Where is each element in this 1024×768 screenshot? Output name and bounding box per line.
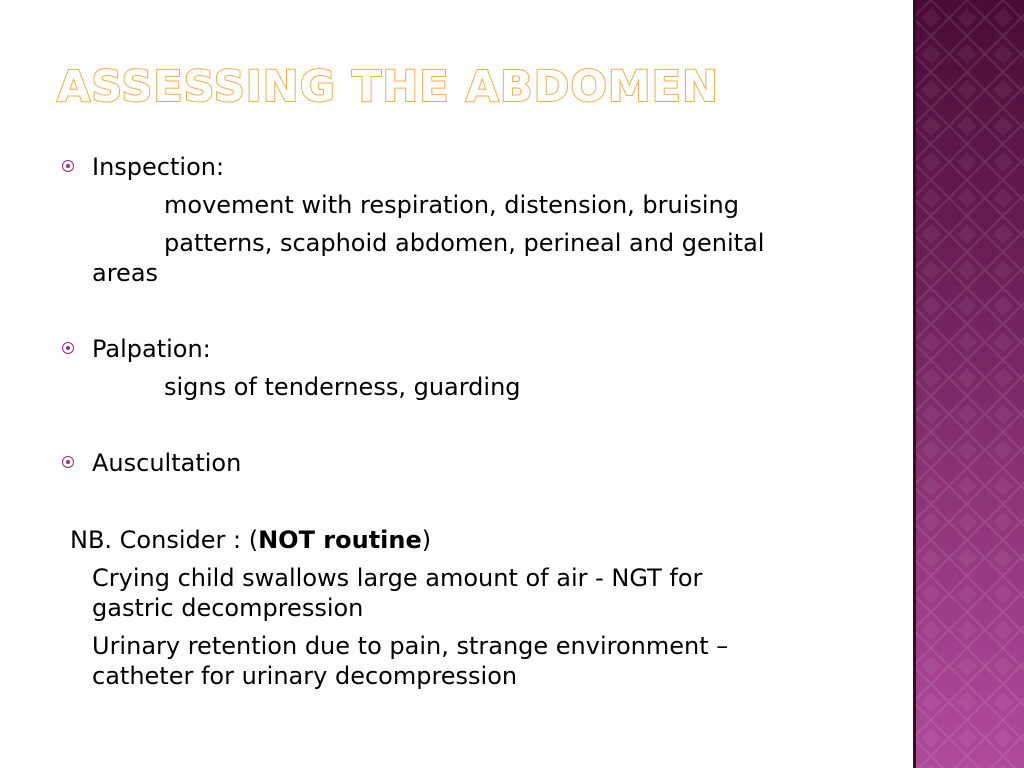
palpation-label: Palpation: (92, 335, 211, 363)
bullet-auscultation (62, 448, 892, 478)
nb-suffix: ) (421, 526, 432, 554)
nb-item-2-line-1: Urinary retention due to pain, strange environment – (92, 632, 729, 660)
nb-item-1-line-2: gastric decompression (92, 594, 364, 622)
palpation-line-1: signs of tenderness, guarding (164, 373, 521, 401)
nb-prefix: NB. Consider : ( (70, 526, 259, 554)
auscultation-label: Auscultation (92, 449, 242, 477)
inspection-line-3: areas (92, 259, 159, 287)
bullet-circle-icon (62, 342, 74, 354)
bullet-palpation (62, 334, 892, 364)
bullet-circle-icon (62, 456, 74, 468)
inspection-label: Inspection: (92, 153, 225, 181)
slide-body (62, 152, 892, 691)
inspection-line-1: movement with respiration, distension, bruising (164, 191, 740, 219)
slide-title: ASSESSING THE ABDOMEN (57, 62, 720, 112)
nb-item-2-line-2: catheter for urinary decompression (92, 662, 518, 690)
nb-item-1-line-1: Crying child swallows large amount of air - NGT for (92, 564, 703, 592)
nb-note (62, 525, 892, 555)
inspection-line-2: patterns, scaphoid abdomen, perineal and genital (164, 229, 765, 257)
spacer (62, 288, 892, 334)
nb-item-1 (62, 563, 892, 623)
nb-item-2 (62, 631, 892, 691)
diamond-pattern (913, 0, 1024, 768)
decorative-side-band (913, 0, 1024, 768)
spacer (62, 478, 892, 525)
spacer (62, 402, 892, 448)
bullet-circle-icon (62, 160, 74, 172)
nb-emphasis: NOT routine (258, 526, 422, 554)
bullet-inspection (62, 152, 892, 182)
